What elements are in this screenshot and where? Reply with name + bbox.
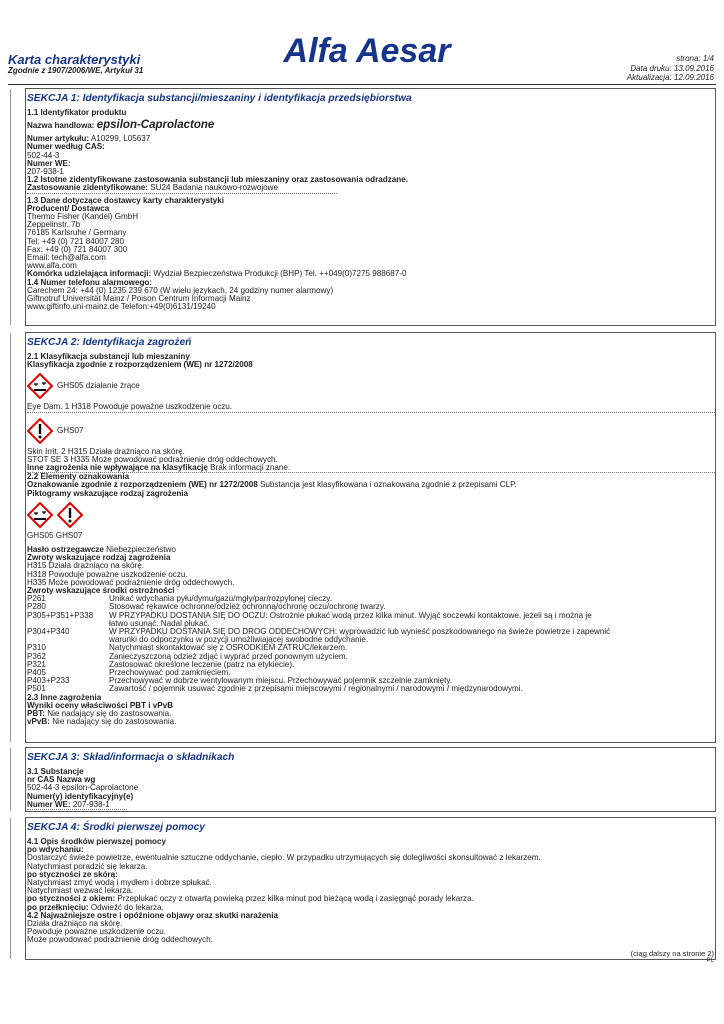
document-title: Karta charakterystyki [8, 52, 141, 67]
we-number: 207-938-1 [27, 168, 64, 177]
ghs05-corrosion-icon [27, 502, 53, 528]
section-1: SEKCJA 1: Identyfikacja substancji/mieszaniny i identyfikacja przedsiębiorstwa 1.1 Identyfikator produktu Nazwa handlowa: epsilon-Caprolactone Numer artykułu: A10299, L05637 Numer według CAS: 502-44-3 Numer WE: 207-938-1 1.2 Istotne zidentyfikowane zastosowania substancji lub mieszaniny oraz zastosowania odradzane. Zastosowanie zidentyfikowane: SU24 Badania naukowo-rozwojowe 1.3 Dane dotyczące dostawcy karty charakterystyki Producent/ Dostawca Thermo Fisher (Kandel) GmbH Zeppelinstr. 7b 76185 Karlsruhe / Germany Tel: +49 (0) 721 84007 280 Fax: +49 (0) 721 84007 300 Email: tech@alfa.com www.alfa.com Komórka udzielająca informacji: Wydział Bezpieczeństwa Produkcji (BHP) Tel. ++049(0)7275 988687-0 1.4 Numer telefonu alarmowego: Carechem 24: +44 (0) 1235 239 670 (W wielu językach, 24 godziny numer alarmowy) Giftnotruf Universität Mainz / Poison Centrum Informacji Mainz www.giftinfo.uni-mainz.de Telefon:+49(0)6131/19240 [25, 88, 716, 326]
subheading-1-1: 1.1 Identyfikator produktu [27, 109, 127, 117]
signal-word: Niebezpieczeństwo [106, 546, 176, 555]
subheading-1-3: 1.3 Dane dotyczące dostawcy karty charakterystyki [27, 196, 225, 205]
ghs07-row: GHS07 [27, 417, 715, 445]
header-divider [8, 84, 716, 85]
precaution-row: P403+P233 Przechowywać w dobrze wentylowanym miejscu. Przechowywać pojemnik szczelnie zamknięty. [27, 676, 453, 686]
precaution-row: P280 Stosować rękawice ochronne/odzież ochronną/ochronę oczu/ochronę twarzy. [27, 602, 386, 612]
svg-text:Alfa Aesar: Alfa Aesar [283, 32, 451, 70]
section-3: SEKCJA 3: Skład/informacja o składnikach 3.1 Substancje nr CAS Nazwa wg 502-44-3 epsilon-Caprolactone Numer(y) identyfikacyjny(e) Numer WE: 207-938-1 [25, 747, 716, 812]
subheading-1-4: 1.4 Numer telefonu alarmowego: [27, 278, 153, 287]
precaution-row: warunki do odpoczynku w pozycji umożliwiającej swobodne oddychanie. [109, 636, 369, 645]
document-regulation: Zgodnie z 1907/2006/WE, Artykuł 31 [8, 66, 144, 75]
ghs07-exclamation-icon [57, 502, 83, 528]
precaution-row: P321 Zastosować określone leczenie (patrz na etykiecie). [27, 659, 295, 669]
subheading-1-2: 1.2 Istotne zidentyfikowane zastosowania substancji lub mieszaniny oraz zastosowania odradzane. [27, 176, 408, 185]
article-number: A10299, L05637 [90, 135, 151, 144]
section-4: SEKCJA 4: Środki pierwszej pomocy 4.1 Opis środków pierwszej pomocy po wdychaniu: Dostarczyć świeże powietrze, ewentualnie sztuczne oddychanie, ciepło. W przypadku utrzymujących się dolegliwości skonsultować z lekarzem. Natychmiast poradzić się lekarza. po styczności ze skórą: Natychmiast zmyć wodą i mydłem i dobrze spłukać. Natychmiast wezwać lekarza. po styczności z okiem: Przepłukać oczy z otwartą powieką przez kilka minut pod bieżącą wodą i zasięgnąć porady lekarza. po przełknięciu: Odwieźć do lekarza. 4.2 Najważniejsze ostre i opóźnione objawy oraz skutki narażenia Działa drażniąco na skórę. Powoduje poważne uszkodzenie oczu. Może powodować podrażnienie dróg oddechowych. [25, 817, 716, 960]
section-3-title: SEKCJA 3: Skład/informacja o składnikach [27, 752, 235, 763]
precaution-row: P261 Unikać wdychania pyłu/dymu/gazu/mgły/par/rozpylonej cieczy. [27, 594, 332, 604]
eye-dam-classification: Eye Dam. 1 H318 Powoduje poważne uszkodzenie oczu. [27, 403, 715, 412]
page-number: strona: 1/4 [676, 54, 714, 63]
trade-name-row: Nazwa handlowa: epsilon-Caprolactone [27, 119, 215, 132]
label-pictograms [27, 501, 715, 529]
section-1-title: SEKCJA 1: Identyfikacja substancji/mieszaniny i identyfikacja przedsiębiorstwa [27, 93, 412, 104]
ghs07-exclamation-icon [27, 418, 53, 444]
section-4-title: SEKCJA 4: Środki pierwszej pomocy [27, 822, 205, 833]
supplier-website[interactable]: www.alfa.com [27, 262, 77, 271]
ghs05-row: GHS05 działanie żrące [27, 372, 715, 400]
continued-note: (ciąg dalszy na stronie 2) [630, 949, 714, 958]
precaution-table [27, 595, 715, 693]
giftinfo-link[interactable]: www.giftinfo.uni-mainz.de Telefon:+49(0)6131/19240 [27, 303, 216, 312]
language-code: PL [706, 958, 714, 964]
cas-number: 502-44-3 [27, 151, 60, 160]
precaution-row: P501 Zawartość / pojemnik usuwać zgodnie z przepisami miejscowymi / regionalnymi / narodowymi / międzynarodowymi. [27, 684, 523, 694]
trade-name: epsilon-Caprolactone [96, 119, 215, 132]
page-header [0, 0, 724, 88]
section-2-title: SEKCJA 2: Identyfikacja zagrożeń [27, 337, 192, 348]
supplier-email[interactable]: Email: tech@alfa.com [27, 254, 106, 263]
precaution-row: łatwo usunąć. Nadal płukać. [109, 619, 210, 628]
print-date: Data druku: 13.09.2016 [630, 63, 714, 73]
update-date: Aktualizacja: 12.09.2016 [626, 73, 714, 82]
ghs05-corrosion-icon [27, 373, 53, 399]
precaution-row: P362 Zanieczyszczoną odzież zdjąć i wyprać przed ponownym użyciem. [27, 651, 348, 661]
section-2: SEKCJA 2: Identyfikacja zagrożeń 2.1 Klasyfikacja substancji lub mieszaniny Klasyfikacja zgodnie z rozporządzeniem (WE) nr 1272/2008 GHS05 działanie żrące Eye Dam. 1 H318 Powoduje poważne uszkodzenie oczu. GHS07 Skin Irrit. 2 H315 Działa drażniąco na skórę. STOT SE 3 H335 Może powodować podrażnienie dróg oddechowych. Inne zagrożenia nie wpływające na klasyfikację Brak informacji znane. 2.2 Elementy oznakowania Oznakowanie zgodnie z rozporządzeniem (WE) nr 1272/2008 Substancja jest klasyfikowana i oznakowana zgodnie z przepisami CLP. Piktogramy wskazujące rodzaj zagrożenia GHS05 GHS07 Hasło ostrzegawcze Niebezpieczeństwo Zwroty wskazujące rodzaj zagrożenia H315 Działa drażniąco na skórę. H318 Powoduje poważne uszkodzenie oczu. H335 Może powodować podrażnienie dróg oddechowych. Zwroty wskazujące środki ostrożności P261 Unikać wdychania pyłu/dymu/gazu/mgły/par/rozpylonej cieczy. P280 Stosować rękawice ochronne/odzież ochronną/ochronę oczu/ochronę twarzy. P305+P351+P338 W PRZYPADKU DOSTANIA SIĘ DO OCZU: Ostrożnie płukać wodą przez kilka minut. Wyjąć soczewki kontaktowe, jeżeli są i można je łatwo usunąć. Nadal płukać. P304+P340 W PRZYPADKU DOSTANIA SIĘ DO DRÓG ODDECHOWYCH: wyprowadzić lub wynieść poszkodowanego na świeże powietrze i zapewnić warunki do odpoczynku w pozycji umożliwiającej swobodne oddychanie. P310 Natychmiast skontaktować się z OŚRODKIEM ZATRUĆ/lekarzem. P362 Zanieczyszczoną odzież zdjąć i wyprać przed ponownym użyciem. P321 Zastosować określone leczenie (patrz na etykiecie). P405 Przechowywać pod zamknięciem. P403+P233 Przechowywać w dobrze wentylowanym miejscu. Przechowywać pojemnik szczelnie zamknięty. P501 Zawartość / pojemnik usuwać zgodnie z przepisami miejscowymi / regionalnymi / narodowymi / międzynarodowymi. 2.3 Inne zagrożenia Wyniki oceny właściwości PBT i vPvB PBT: Nie nadający się do zastosowania. vPvB: Nie nadający się do zastosowania. [25, 332, 716, 743]
header-meta [627, 54, 714, 83]
precaution-row: P304+P340 W PRZYPADKU DOSTANIA SIĘ DO DRÓG ODDECHOWYCH: wyprowadzić lub wynieść poszkodowanego na świeże powietrze i zapewnić [27, 627, 611, 637]
precaution-row: P405 Przechowywać pod zamknięciem. [27, 668, 231, 678]
precaution-row: P310 Natychmiast skontaktować się z OŚRODKIEM ZATRUĆ/lekarzem. [27, 643, 348, 653]
precaution-row: P305+P351+P338 W PRZYPADKU DOSTANIA SIĘ DO OCZU: Ostrożnie płukać wodą przez kilka minut. Wyjąć soczewki kontaktowe, jeżeli są i można je [27, 610, 592, 620]
alfa-aesar-logo [282, 30, 452, 70]
